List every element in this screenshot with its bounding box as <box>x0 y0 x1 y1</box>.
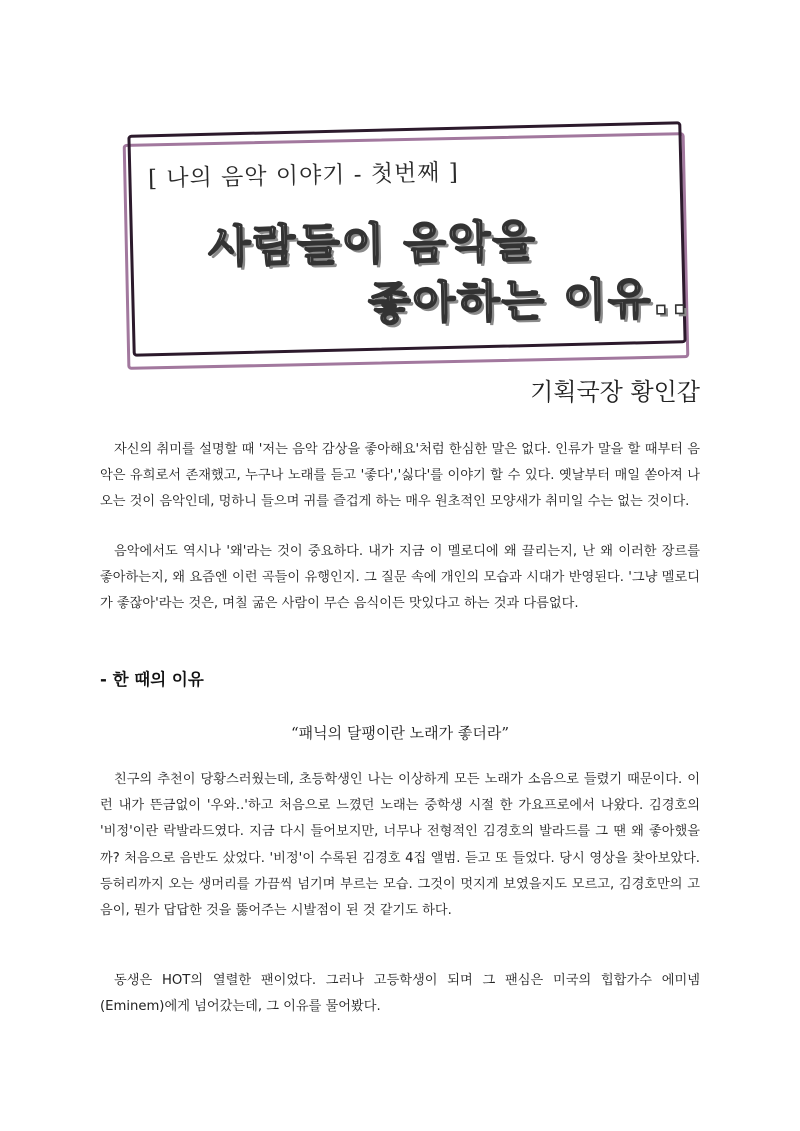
title-line-1: 사람들이 음악을 <box>207 216 538 273</box>
section-quote: “패닉의 달팽이란 노래가 좋더라” <box>290 724 509 742</box>
section-paragraph-2: 동생은 HOT의 열렬한 팬이었다. 그러나 고등학생이 되며 그 팬심은 미국의 힙합가수 에미넴(Eminem)에게 넘어갔는데, 그 이유를 물어봤다. <box>100 973 700 1015</box>
intro-paragraph-2: 음악에서도 역시나 '왜'라는 것이 중요하다. 내가 지금 이 멜로디에 왜 끌리는지, 난 왜 이러한 장르를 좋아하는지, 왜 요즘엔 이런 곡들이 유행인지. 그 질문 속에 개인의 모습과 시대가 반영된다. '그냥 멜로디가 좋잖아'라는 것은, 며칠 굶은 사람이 무슨 음식이든 맛있다고 하는 것과 다름없다. <box>100 544 700 612</box>
section-heading: - 한 때의 이유 <box>100 670 204 689</box>
intro-paragraph-1: 자신의 취미를 설명할 때 '저는 음악 감상을 좋아해요'처럼 한심한 말은 없다. 인류가 말을 할 때부터 음악은 유희로서 존재했고, 누구나 노래를 듣고 '좋다','싫다'를 이야기 할 수 있다. 옛날부터 매일 쏟아져 나오는 것이 음악인데, 멍하니 들으며 귀를 즐겁게 하는 매우 원초적인 모양새가 취미일 수는 없는 것이다. <box>100 442 700 510</box>
series-label: [ 나의 음악 이야기 - 첫번째 ] <box>147 159 460 193</box>
title-line-2: 좋아하는 이유.. <box>367 273 691 330</box>
section-paragraph-1: 친구의 추천이 당황스러웠는데, 초등학생인 나는 이상하게 모든 노래가 소음으로 들렸기 때문이다. 이런 내가 뜬금없이 '우와..'하고 처음으로 느꼈던 노래는 중학생 시절 한 가요프로에서 나왔다. 김경호의 '비정'이란 락발라드였다. 지금 다시 들어보지만, 너무나 전형적인 김경호의 발라드를 그 땐 왜 좋아했을까? 처음으로 음반도 샀었다. '비정'이 수록된 김경호 4집 앨범. 듣고 또 들었다. 당시 영상을 찾아보았다. 등허리까지 오는 생머리를 가끔씩 넘기며 부르는 모습. 그것이 멋지게 보였을지도 모르고, 김경호만의 고음이, 뭔가 답답한 것을 뚫어주는 시발점이 된 것 같기도 하다. <box>100 772 700 919</box>
author-byline: 기획국장 황인갑 <box>530 378 700 406</box>
